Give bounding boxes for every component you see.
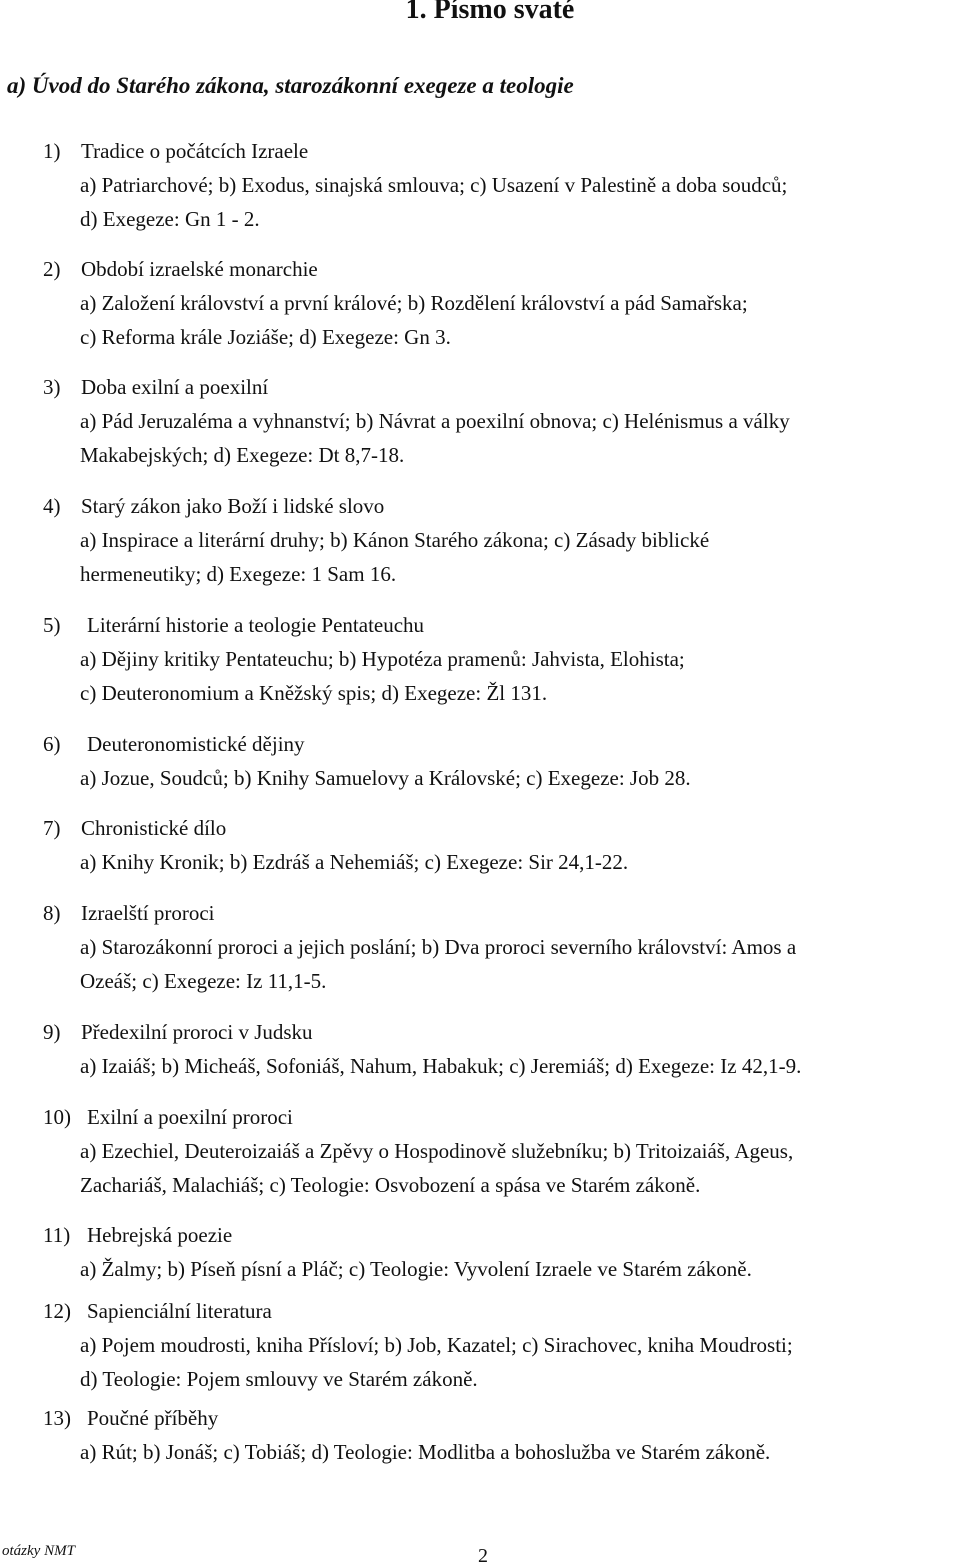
list-item — [43, 490, 958, 591]
item-title: Chronistické dílo — [81, 816, 227, 840]
item-title: Doba exilní a poexilní — [81, 375, 269, 399]
item-line: a) Jozue, Soudců; b) Knihy Samuelovy a Královské; c) Exegeze: Job 28. — [80, 766, 691, 790]
item-title: Exilní a poexilní proroci — [87, 1105, 293, 1129]
item-number: 6) — [43, 732, 61, 756]
item-heading — [43, 812, 958, 845]
item-heading — [43, 490, 958, 523]
item-number: 1) — [43, 139, 61, 163]
item-title: Izraelští proroci — [81, 901, 215, 925]
list-item — [43, 1295, 958, 1396]
item-line: a) Inspirace a literární druhy; b) Kánon Starého zákona; c) Zásady biblické — [80, 528, 710, 552]
list-item — [43, 728, 958, 795]
item-heading — [43, 135, 958, 168]
item-number: 11) — [43, 1223, 71, 1247]
item-line: a) Patriarchové; b) Exodus, sinajská smlouva; c) Usazení v Palestině a doba soudců; — [80, 173, 788, 197]
item-heading — [43, 609, 958, 642]
item-heading — [43, 1402, 958, 1435]
item-heading — [43, 728, 958, 761]
footer-label: otázky NMT — [2, 1543, 75, 1559]
item-heading — [43, 897, 958, 930]
item-line: a) Rút; b) Jonáš; c) Tobiáš; d) Teologie: Modlitba a bohoslužba ve Starém zákoně. — [80, 1440, 771, 1464]
item-number: 7) — [43, 816, 61, 840]
item-title: Tradice o počátcích Izraele — [81, 139, 309, 163]
item-number: 4) — [43, 494, 61, 518]
list-item — [43, 1016, 958, 1083]
item-line: a) Pád Jeruzaléma a vyhnanství; b) Návrat a poexilní obnova; c) Helénismus a války — [80, 409, 790, 433]
item-heading — [43, 1295, 958, 1328]
section-heading: a) Úvod do Starého zákona, starozákonní exegeze a teologie — [7, 73, 574, 98]
item-number: 5) — [43, 613, 61, 637]
item-line: a) Ezechiel, Deuteroizaiáš a Zpěvy o Hospodinově služebníku; b) Tritoizaiáš, Ageus, — [80, 1139, 794, 1163]
item-line: c) Deuteronomium a Kněžský spis; d) Exegeze: Žl 131. — [80, 681, 548, 705]
item-number: 10) — [43, 1105, 71, 1129]
page-number: 2 — [478, 1545, 488, 1567]
item-heading — [43, 1219, 958, 1252]
item-line: a) Izaiáš; b) Micheáš, Sofoniáš, Nahum, Habakuk; c) Jeremiáš; d) Exegeze: Iz 42,1-9. — [80, 1054, 802, 1078]
item-line: a) Dějiny kritiky Pentateuchu; b) Hypotéza pramenů: Jahvista, Elohista; — [80, 647, 685, 671]
list-item — [43, 609, 958, 710]
item-heading — [43, 1101, 958, 1134]
item-line: d) Exegeze: Gn 1 - 2. — [80, 207, 260, 231]
item-number: 3) — [43, 375, 61, 399]
item-line: a) Založení království a první králové; b) Rozdělení království a pád Samařska; — [80, 291, 748, 315]
item-line: a) Pojem moudrosti, kniha Přísloví; b) Job, Kazatel; c) Sirachovec, kniha Moudrosti; — [80, 1333, 793, 1357]
item-line: Makabejských; d) Exegeze: Dt 8,7-18. — [80, 443, 405, 467]
item-number: 2) — [43, 257, 61, 281]
item-title: Předexilní proroci v Judsku — [81, 1020, 313, 1044]
list-item — [43, 812, 958, 879]
item-heading — [43, 1016, 958, 1049]
item-number: 12) — [43, 1299, 71, 1323]
list-item — [43, 253, 958, 354]
item-title: Deuteronomistické dějiny — [87, 732, 305, 756]
list-item — [43, 371, 958, 472]
item-title: Sapienciální literatura — [87, 1299, 272, 1323]
list-item — [43, 1219, 958, 1286]
item-line: a) Žalmy; b) Píseň písní a Pláč; c) Teologie: Vyvolení Izraele ve Starém zákoně. — [80, 1257, 752, 1281]
item-title: Období izraelské monarchie — [81, 257, 318, 281]
item-line: a) Starozákonní proroci a jejich poslání; b) Dva proroci severního království: Amos a — [80, 935, 797, 959]
list-item — [43, 1402, 958, 1469]
list-item — [43, 897, 958, 998]
item-heading — [43, 371, 958, 404]
item-line: d) Teologie: Pojem smlouvy ve Starém zákoně. — [80, 1367, 478, 1391]
item-title: Starý zákon jako Boží i lidské slovo — [81, 494, 385, 518]
item-line: c) Reforma krále Joziáše; d) Exegeze: Gn 3. — [80, 325, 451, 349]
item-heading — [43, 253, 958, 286]
list-item — [43, 135, 958, 236]
item-title: Literární historie a teologie Pentateuchu — [87, 613, 425, 637]
list-item — [43, 1101, 958, 1202]
page-title: 1. Písmo svaté — [405, 0, 575, 25]
item-number: 13) — [43, 1406, 71, 1430]
item-line: a) Knihy Kronik; b) Ezdráš a Nehemiáš; c) Exegeze: Sir 24,1-22. — [80, 850, 629, 874]
item-line: Zachariáš, Malachiáš; c) Teologie: Osvobození a spása ve Starém zákoně. — [80, 1173, 701, 1197]
item-line: hermeneutiky; d) Exegeze: 1 Sam 16. — [80, 562, 397, 586]
item-number: 9) — [43, 1020, 61, 1044]
item-title: Hebrejská poezie — [87, 1223, 233, 1247]
item-title: Poučné příběhy — [87, 1406, 219, 1430]
item-line: Ozeáš; c) Exegeze: Iz 11,1-5. — [80, 969, 327, 993]
item-number: 8) — [43, 901, 61, 925]
